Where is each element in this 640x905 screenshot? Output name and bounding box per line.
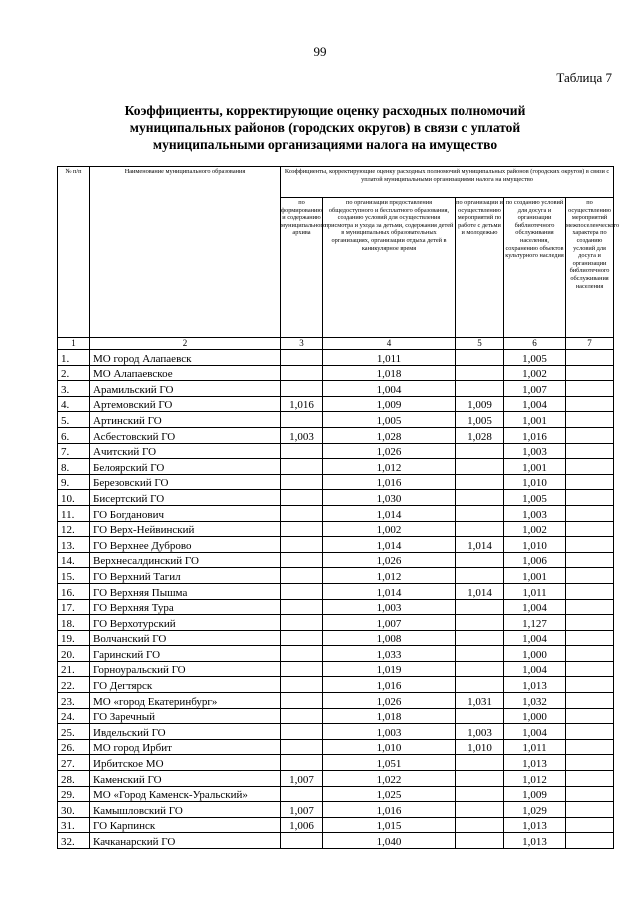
coefficient-cell-7 [566,724,614,740]
row-number-cell: 8. [58,459,90,475]
coefficient-cell-7 [566,568,614,584]
coefficient-cell-6: 1,016 [504,427,566,443]
table-row [58,427,614,443]
header-coefficients-group: Коэффициенты, корректирующие оценку расходных полномочий муниципальных районов (городских округов) в связи с уплатой муниципальными организациями налога на имущество [281,167,614,198]
municipality-name-cell: ГО Верх-Нейвинский [90,521,281,537]
coefficient-cell-7 [566,474,614,490]
table-row [58,615,614,631]
coefficient-cell-5: 1,005 [456,412,504,428]
row-number-cell: 6. [58,427,90,443]
table-row [58,505,614,521]
coefficient-cell-6: 1,007 [504,381,566,397]
municipality-name-cell: ГО Верхотурский [90,615,281,631]
coefficient-cell-4: 1,026 [323,552,456,568]
coefficient-cell-4: 1,016 [323,677,456,693]
coefficient-cell-4: 1,003 [323,599,456,615]
row-number-cell: 4. [58,396,90,412]
coefficient-cell-3 [281,381,323,397]
table-row [58,739,614,755]
coefficient-cell-5: 1,010 [456,739,504,755]
coefficient-cell-6: 1,004 [504,599,566,615]
coefficient-cell-4: 1,033 [323,646,456,662]
row-number-cell: 13. [58,537,90,553]
row-number-cell: 7. [58,443,90,459]
coefficient-cell-5 [456,350,504,366]
coefficient-cell-3 [281,505,323,521]
table-row [58,693,614,709]
coefficient-cell-3 [281,833,323,849]
municipality-name-cell: Качканарский ГО [90,833,281,849]
coefficient-cell-6: 1,003 [504,505,566,521]
coefficient-cell-7 [566,771,614,787]
row-number-cell: 16. [58,583,90,599]
municipality-name-cell: МО «город Екатеринбург» [90,693,281,709]
row-number-cell: 17. [58,599,90,615]
row-number-cell: 3. [58,381,90,397]
coefficient-cell-6: 1,004 [504,630,566,646]
municipality-name-cell: ГО Карпинск [90,817,281,833]
municipality-name-cell: Белоярский ГО [90,459,281,475]
coefficient-cell-6: 1,011 [504,739,566,755]
row-number-cell: 28. [58,771,90,787]
coefficient-cell-5 [456,615,504,631]
column-number: 3 [281,338,323,350]
coefficient-cell-4: 1,004 [323,381,456,397]
coefficient-cell-7 [566,381,614,397]
coefficient-cell-3: 1,016 [281,396,323,412]
coefficient-cell-6: 1,006 [504,552,566,568]
coefficient-cell-6: 1,004 [504,661,566,677]
coefficient-cell-7 [566,693,614,709]
coefficient-cell-4: 1,011 [323,350,456,366]
coefficient-cell-3 [281,521,323,537]
coefficient-cell-4: 1,012 [323,568,456,584]
coefficient-cell-5 [456,474,504,490]
coefficient-cell-4: 1,018 [323,708,456,724]
table-row [58,459,614,475]
coefficient-cell-4: 1,016 [323,474,456,490]
coefficient-cell-7 [566,412,614,428]
municipality-name-cell: Ивдельский ГО [90,724,281,740]
row-number-cell: 18. [58,615,90,631]
coefficient-cell-7 [566,583,614,599]
table-row [58,568,614,584]
coefficient-cell-6: 1,000 [504,708,566,724]
municipality-name-cell: Березовский ГО [90,474,281,490]
coefficient-cell-7 [566,661,614,677]
coefficient-cell-7 [566,537,614,553]
coefficient-cell-6: 1,010 [504,474,566,490]
coefficient-cell-6: 1,013 [504,677,566,693]
table-row [58,537,614,553]
coefficient-cell-7 [566,350,614,366]
coefficient-cell-5 [456,833,504,849]
header-col-6: по созданию условий для досуга и организации библиотечного обслуживания населения, сохранению объектов культурного наследия [504,198,566,338]
coefficient-cell-5: 1,031 [456,693,504,709]
row-number-cell: 25. [58,724,90,740]
coefficient-cell-6: 1,013 [504,833,566,849]
column-number: 7 [566,338,614,350]
coefficient-cell-7 [566,802,614,818]
row-number-cell: 21. [58,661,90,677]
coefficient-cell-6: 1,013 [504,817,566,833]
table-row [58,661,614,677]
coefficient-cell-7 [566,630,614,646]
row-number-cell: 10. [58,490,90,506]
coefficient-cell-3: 1,003 [281,427,323,443]
coefficient-cell-5: 1,028 [456,427,504,443]
coefficient-cell-4: 1,018 [323,365,456,381]
coefficient-cell-4: 1,026 [323,693,456,709]
coefficient-cell-6: 1,012 [504,771,566,787]
table-row [58,708,614,724]
coefficient-cell-3 [281,755,323,771]
coefficient-cell-3: 1,006 [281,817,323,833]
coefficient-cell-5 [456,817,504,833]
coefficient-cell-5 [456,568,504,584]
coefficient-cell-3 [281,661,323,677]
table-row [58,630,614,646]
header-col-4: по организации предоставления общедоступного и бесплатного образования, созданию условий для осуществления присмотра и ухода за детьми, содержания детей в муниципальных образовательных организациях, организации отдыха детей в каникулярное время [323,198,456,338]
row-number-cell: 15. [58,568,90,584]
coefficient-cell-4: 1,014 [323,505,456,521]
coefficient-cell-5 [456,459,504,475]
table-row [58,771,614,787]
coefficient-cell-6: 1,010 [504,537,566,553]
column-number: 2 [90,338,281,350]
row-number-cell: 24. [58,708,90,724]
coefficient-cell-5 [456,505,504,521]
coefficient-cell-6: 1,005 [504,350,566,366]
coefficient-cell-4: 1,012 [323,459,456,475]
coefficient-cell-4: 1,015 [323,817,456,833]
table-row [58,474,614,490]
coefficient-cell-7 [566,505,614,521]
table-label: Таблица 7 [556,70,612,85]
table-body [58,350,614,849]
coefficient-cell-7 [566,833,614,849]
coefficient-cell-4: 1,014 [323,537,456,553]
table-row [58,646,614,662]
coefficient-cell-7 [566,677,614,693]
coefficient-cell-7 [566,786,614,802]
municipality-name-cell: Горноуральский ГО [90,661,281,677]
municipality-name-cell: ГО Верхнее Дуброво [90,537,281,553]
coefficient-cell-3 [281,350,323,366]
coefficient-cell-7 [566,817,614,833]
coefficient-cell-3 [281,724,323,740]
municipality-name-cell: Гаринский ГО [90,646,281,662]
coefficient-cell-5 [456,646,504,662]
coefficient-cell-7 [566,646,614,662]
municipality-name-cell: Верхнесалдинский ГО [90,552,281,568]
row-number-cell: 30. [58,802,90,818]
coefficient-cell-7 [566,396,614,412]
coefficient-cell-5 [456,490,504,506]
coefficient-cell-6: 1,004 [504,724,566,740]
coefficient-cell-4: 1,025 [323,786,456,802]
coefficient-cell-6: 1,011 [504,583,566,599]
coefficient-cell-7 [566,443,614,459]
table-row [58,521,614,537]
coefficient-cell-6: 1,127 [504,615,566,631]
coefficient-cell-3 [281,412,323,428]
coefficient-cell-5: 1,003 [456,724,504,740]
municipality-name-cell: МО Алапаевское [90,365,281,381]
coefficient-cell-5: 1,014 [456,537,504,553]
coefficient-cell-7 [566,490,614,506]
coefficient-cell-4: 1,016 [323,802,456,818]
table-row [58,802,614,818]
coefficient-cell-6: 1,001 [504,568,566,584]
row-number-cell: 9. [58,474,90,490]
coefficient-cell-4: 1,010 [323,739,456,755]
coefficient-cell-5 [456,708,504,724]
header-col-7: по осуществлению мероприятий межпоселенческого характера по созданию условий для досуга и организации библиотечного обслуживания населения [566,198,614,338]
coefficient-cell-3 [281,646,323,662]
municipality-name-cell: Камышловский ГО [90,802,281,818]
coefficient-cell-4: 1,014 [323,583,456,599]
title-line: муниципальных районов (городских округов) в связи с уплатой [129,120,521,135]
coefficient-cell-7 [566,521,614,537]
coefficient-cell-4: 1,002 [323,521,456,537]
municipality-name-cell: МО «Город Каменск-Уральский» [90,786,281,802]
coefficient-cell-6: 1,032 [504,693,566,709]
coefficient-cell-6: 1,005 [504,490,566,506]
municipality-name-cell: ГО Верхний Тагил [90,568,281,584]
coefficient-cell-3 [281,739,323,755]
column-number: 4 [323,338,456,350]
table-row [58,365,614,381]
coefficient-cell-7 [566,365,614,381]
coefficient-cell-5 [456,677,504,693]
coefficient-cell-7 [566,708,614,724]
coefficient-cell-7 [566,755,614,771]
row-number-cell: 19. [58,630,90,646]
coefficient-cell-4: 1,028 [323,427,456,443]
column-number: 6 [504,338,566,350]
row-number-cell: 27. [58,755,90,771]
title-line: Коэффициенты, корректирующие оценку расходных полномочий [124,103,526,118]
coefficient-cell-7 [566,739,614,755]
coefficient-cell-4: 1,040 [323,833,456,849]
municipality-name-cell: Артемовский ГО [90,396,281,412]
municipality-name-cell: МО город Ирбит [90,739,281,755]
coefficient-cell-5 [456,786,504,802]
table-row [58,552,614,568]
row-number-cell: 1. [58,350,90,366]
table-row [58,350,614,366]
coefficient-cell-5 [456,381,504,397]
coefficient-cell-5 [456,802,504,818]
row-number-cell: 5. [58,412,90,428]
coefficient-cell-3 [281,443,323,459]
coefficient-cell-6: 1,001 [504,459,566,475]
coefficient-cell-3 [281,599,323,615]
coefficient-cell-3 [281,474,323,490]
coefficient-cell-5 [456,521,504,537]
header-col-5: по организации и осуществлению мероприятий по работе с детьми и молодежью [456,198,504,338]
coefficient-cell-3: 1,007 [281,802,323,818]
coefficient-cell-5 [456,443,504,459]
coefficient-cell-4: 1,009 [323,396,456,412]
coefficient-cell-3 [281,630,323,646]
page-number: 99 [313,44,327,59]
coefficient-cell-3 [281,459,323,475]
coefficients-table [57,166,620,849]
coefficient-cell-5 [456,552,504,568]
coefficient-cell-3 [281,583,323,599]
municipality-name-cell: МО город Алапаевск [90,350,281,366]
coefficient-cell-4: 1,030 [323,490,456,506]
table-row [58,443,614,459]
municipality-name-cell: Волчанский ГО [90,630,281,646]
coefficient-cell-6: 1,009 [504,786,566,802]
table-row [58,412,614,428]
municipality-name-cell: Бисертский ГО [90,490,281,506]
coefficient-cell-5 [456,630,504,646]
coefficient-cell-3 [281,615,323,631]
coefficient-cell-6: 1,013 [504,755,566,771]
table-row [58,583,614,599]
municipality-name-cell: ГО Дегтярск [90,677,281,693]
municipality-name-cell: Арамильский ГО [90,381,281,397]
row-number-cell: 23. [58,693,90,709]
row-number-cell: 11. [58,505,90,521]
coefficient-cell-5: 1,009 [456,396,504,412]
title-line: муниципальными организациями налога на имущество [152,137,498,152]
column-numbers-row [58,338,614,350]
coefficient-cell-5 [456,771,504,787]
coefficient-cell-3 [281,568,323,584]
municipality-name-cell: ГО Верхняя Тура [90,599,281,615]
municipality-name-cell: ГО Заречный [90,708,281,724]
coefficient-cell-7 [566,615,614,631]
table-row [58,724,614,740]
coefficient-cell-6: 1,002 [504,365,566,381]
coefficient-cell-7 [566,552,614,568]
municipality-name-cell: Артинский ГО [90,412,281,428]
coefficient-cell-7 [566,459,614,475]
coefficient-cell-5: 1,014 [456,583,504,599]
table-row [58,786,614,802]
coefficient-cell-4: 1,003 [323,724,456,740]
coefficient-cell-3 [281,708,323,724]
coefficient-cell-3 [281,693,323,709]
coefficient-cell-5 [456,755,504,771]
coefficient-cell-6: 1,000 [504,646,566,662]
coefficient-cell-5 [456,661,504,677]
table-row [58,396,614,412]
row-number-cell: 12. [58,521,90,537]
table-row [58,755,614,771]
table-row [58,599,614,615]
row-number-cell: 2. [58,365,90,381]
row-number-cell: 14. [58,552,90,568]
row-number-cell: 26. [58,739,90,755]
municipality-name-cell: Каменский ГО [90,771,281,787]
table-row [58,490,614,506]
table-row [58,381,614,397]
coefficient-cell-3 [281,552,323,568]
coefficient-cell-4: 1,019 [323,661,456,677]
coefficient-cell-4: 1,026 [323,443,456,459]
coefficient-cell-4: 1,022 [323,771,456,787]
coefficient-cell-4: 1,005 [323,412,456,428]
coefficient-cell-4: 1,051 [323,755,456,771]
column-number: 1 [58,338,90,350]
coefficient-cell-5 [456,599,504,615]
row-number-cell: 29. [58,786,90,802]
coefficient-cell-6: 1,029 [504,802,566,818]
municipality-name-cell: Ачитский ГО [90,443,281,459]
coefficient-cell-6: 1,004 [504,396,566,412]
coefficient-cell-3 [281,490,323,506]
table-row [58,677,614,693]
row-number-cell: 31. [58,817,90,833]
coefficient-cell-4: 1,008 [323,630,456,646]
row-number-cell: 22. [58,677,90,693]
municipality-name-cell: ГО Богданович [90,505,281,521]
coefficient-cell-6: 1,003 [504,443,566,459]
coefficient-cell-3 [281,786,323,802]
row-number-cell: 32. [58,833,90,849]
column-number: 5 [456,338,504,350]
table-row [58,833,614,849]
coefficient-cell-3: 1,007 [281,771,323,787]
coefficient-cell-3 [281,677,323,693]
coefficient-cell-4: 1,007 [323,615,456,631]
coefficient-cell-5 [456,365,504,381]
table-row [58,817,614,833]
coefficient-cell-3 [281,537,323,553]
municipality-name-cell: Асбестовский ГО [90,427,281,443]
document-title [70,102,580,153]
coefficient-cell-7 [566,427,614,443]
coefficient-cell-3 [281,365,323,381]
header-col-name: Наименование муниципального образования [90,167,281,338]
header-col-3: по формированию и содержанию муниципального архива [281,198,323,338]
header-col-number: № п/п [58,167,90,338]
coefficient-cell-7 [566,599,614,615]
coefficient-cell-6: 1,002 [504,521,566,537]
municipality-name-cell: ГО Верхняя Пышма [90,583,281,599]
municipality-name-cell: Ирбитское МО [90,755,281,771]
coefficient-cell-6: 1,001 [504,412,566,428]
row-number-cell: 20. [58,646,90,662]
